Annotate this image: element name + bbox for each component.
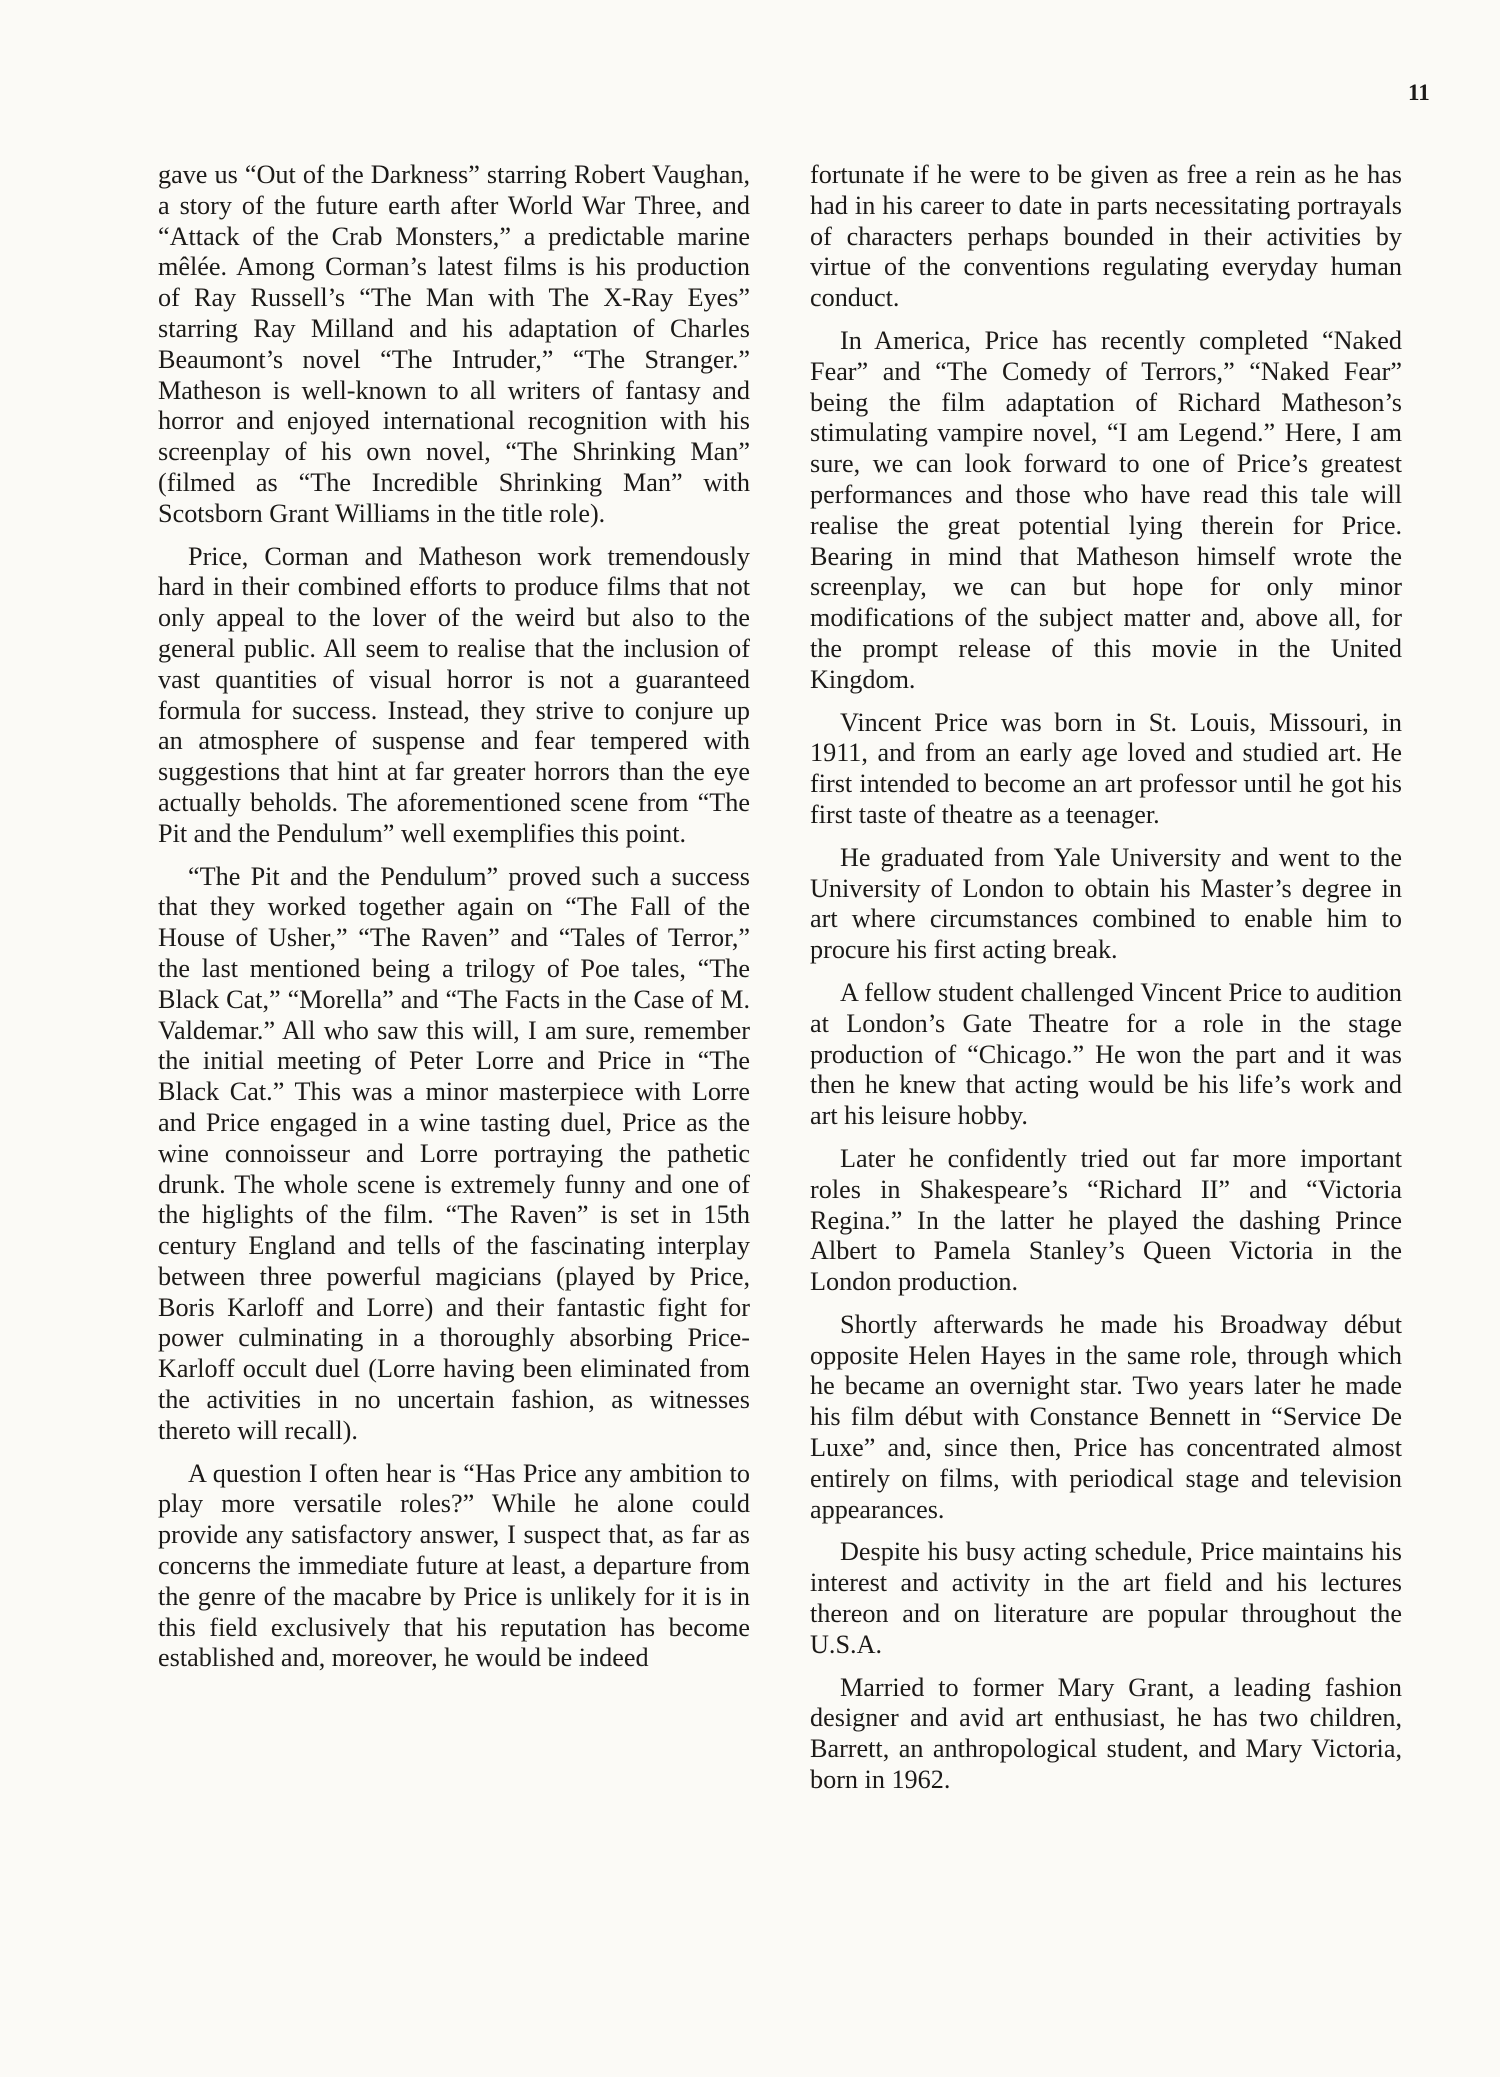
paragraph: Married to former Mary Grant, a leading fashion designer and avid art enthusiast, he has two children, Barrett, an anthropological student, and Mary Victoria, born in 1962.	[810, 1672, 1402, 1795]
left-column	[158, 160, 750, 1686]
paragraph: Vincent Price was born in St. Louis, Missouri, in 1911, and from an early age loved and studied art. He first intended to become an art professor until he got his first taste of theatre as a teenager.	[810, 707, 1402, 829]
paragraph: He graduated from Yale University and went to the University of London to obtain his Master’s degree in art where circumstances combined to enable him to procure his first acting break.	[810, 842, 1402, 965]
paragraph: In America, Price has recently completed “Naked Fear” and “The Comedy of Terrors,” “Naked Fear” being the film adaptation of Richard Matheson’s stimulating vampire novel, “I am Legend.” Here, I am sure, we can look forward to one of Price’s greatest performances and those who have read this tale will realise the great potential lying therein for Price. Bearing in mind that Matheson himself wrote the screenplay, we can but hope for only minor modifications of the subject matter and, above all, for the prompt release of this movie in the United Kingdom.	[810, 325, 1402, 694]
paragraph: Shortly afterwards he made his Broadway début opposite Helen Hayes in the same role, through which he became an overnight star. Two years later he made his film début with Constance Bennett in “Service De Luxe” and, since then, Price has concentrated almost entirely on films, with periodical stage and television appearances.	[810, 1309, 1402, 1524]
paragraph: A fellow student challenged Vincent Price to audition at London’s Gate Theatre for a role in the stage production of “Chicago.” He won the part and it was then he knew that acting would be his life’s work and art his leisure hobby.	[810, 977, 1402, 1131]
page-number: 11	[1408, 80, 1430, 105]
paragraph: “The Pit and the Pendulum” proved such a success that they worked together again on “The Fall of the House of Usher,” “The Raven” and “Tales of Terror,” the last mentioned being a trilogy of Poe tales, “The Black Cat,” “Morella” and “The Facts in the Case of M. Valdemar.” All who saw this will, I am sure, remember the initial meeting of Peter Lorre and Price in “The Black Cat.” This was a minor masterpiece with Lorre and Price engaged in a wine tasting duel, Price as the wine connoisseur and Lorre portraying the pathetic drunk. The whole scene is extremely funny and one of the higlights of the film. “The Raven” is set in 15th century England and tells of the fascinating interplay between three powerful magicians (played by Price, Boris Karloff and Lorre) and their fantastic fight for power culminating in a thoroughly absorbing Price-Karloff occult duel (Lorre having been eliminated from the activities in no uncertain fashion, as witnesses thereto will recall).	[158, 861, 750, 1445]
paragraph: Price, Corman and Matheson work tremendously hard in their combined efforts to produce films that not only appeal to the lover of the weird but also to the general public. All seem to realise that the inclusion of vast quantities of visual horror is not a guaranteed formula for success. Instead, they strive to conjure up an atmosphere of suspense and fear tempered with suggestions that hint at far greater horrors than the eye actually beholds. The aforementioned scene from “The Pit and the Pendulum” well exemplifies this point.	[158, 541, 750, 848]
paragraph: fortunate if he were to be given as free a rein as he has had in his career to date in parts necessitating portrayals of characters perhaps bounded in their activities by virtue of the conventions regulating everyday human conduct.	[810, 160, 1402, 313]
paragraph: Later he confidently tried out far more important roles in Shakespeare’s “Richard II” and “Victoria Regina.” In the latter he played the dashing Prince Albert to Pamela Stanley’s Queen Victoria in the London production.	[810, 1143, 1402, 1297]
right-column	[810, 160, 1402, 1808]
paragraph: A question I often hear is “Has Price any ambition to play more versatile roles?” While he alone could provide any satisfactory answer, I suspect that, as far as concerns the immediate future at least, a departure from the genre of the macabre by Price is unlikely for it is in this field exclusively that his reputation has become established and, moreover, he would be indeed	[158, 1458, 750, 1673]
paragraph: gave us “Out of the Darkness” starring Robert Vaughan, a story of the future earth after World War Three, and “Attack of the Crab Monsters,” a predictable marine mêlée. Among Corman’s latest films is his production of Ray Russell’s “The Man with The X-Ray Eyes” starring Ray Milland and his adaptation of Charles Beaumont’s novel “The Intruder,” “The Stranger.” Matheson is well-known to all writers of fantasy and horror and enjoyed international recognition with his screenplay of his own novel, “The Shrinking Man” (filmed as “The Incredible Shrinking Man” with Scotsborn Grant Williams in the title role).	[158, 160, 750, 528]
paragraph: Despite his busy acting schedule, Price maintains his interest and activity in the art field and his lectures thereon and on literature are popular throughout the U.S.A.	[810, 1537, 1402, 1659]
